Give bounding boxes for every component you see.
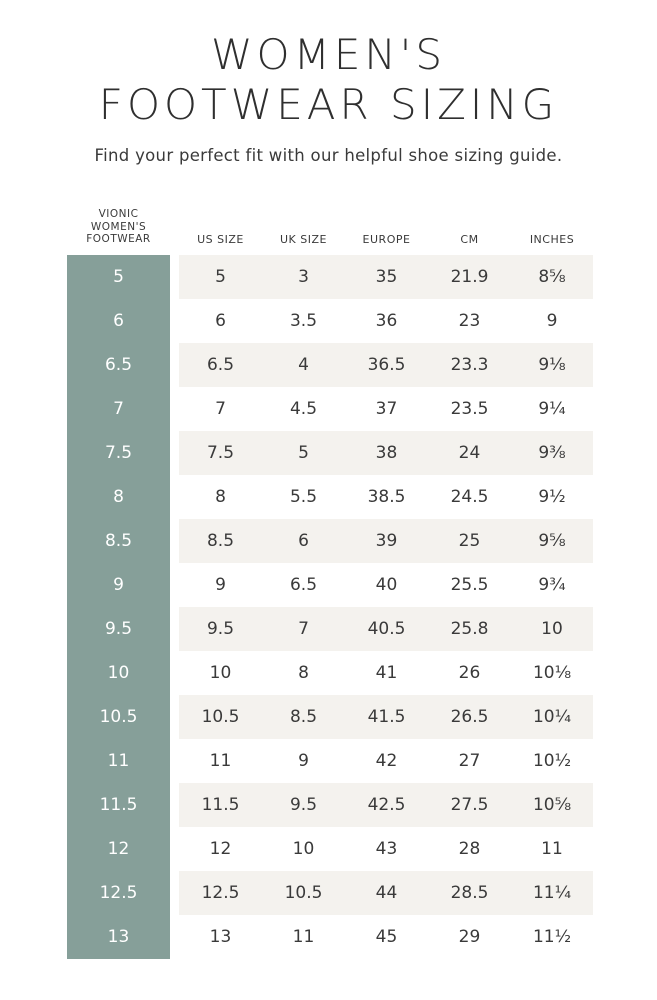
inches-cell: 9⅛ (538, 355, 566, 375)
cm-cell: 23.3 (450, 355, 489, 375)
uk-size-cell: 10.5 (284, 883, 323, 903)
cm-cell: 27.5 (450, 795, 489, 815)
europe-size-cell: 37 (375, 399, 398, 419)
table-row (179, 255, 593, 299)
vionic-size-cell: 12.5 (99, 883, 138, 903)
cm-cell: 28.5 (450, 883, 489, 903)
cm-cell: 28 (458, 839, 481, 859)
cm-cell: 25.8 (450, 619, 489, 639)
cm-cell: 27 (458, 751, 481, 771)
vionic-size-cell: 9 (113, 575, 124, 595)
inches-cell: 10½ (532, 751, 572, 771)
uk-size-cell: 4 (298, 355, 309, 375)
us-size-header: US SIZE (197, 233, 244, 246)
table-row (179, 475, 593, 519)
us-size-cell: 8.5 (206, 531, 235, 551)
vionic-size-column (67, 255, 170, 959)
inches-cell: 8⅝ (538, 267, 566, 287)
table-row (179, 915, 593, 959)
us-size-cell: 6.5 (206, 355, 235, 375)
uk-size-cell: 8.5 (289, 707, 318, 727)
table-row (179, 387, 593, 431)
vionic-size-cell: 12 (107, 839, 130, 859)
vionic-size-cell: 8 (113, 487, 124, 507)
us-size-cell: 11 (209, 751, 232, 771)
cm-cell: 25.5 (450, 575, 489, 595)
europe-size-cell: 43 (375, 839, 398, 859)
europe-size-cell: 40.5 (367, 619, 406, 639)
vionic-size-cell: 6.5 (104, 355, 133, 375)
europe-size-cell: 41.5 (367, 707, 406, 727)
europe-header: EUROPE (362, 233, 411, 246)
vionic-size-cell: 6 (113, 311, 124, 331)
europe-size-cell: 41 (375, 663, 398, 683)
vionic-header-line-1: VIONIC (98, 208, 139, 220)
inches-cell: 10 (541, 619, 563, 639)
table-row (179, 827, 593, 871)
page-title-line-1: WOMEN'S (211, 30, 446, 79)
table-row (179, 519, 593, 563)
cm-cell: 21.9 (450, 267, 489, 287)
uk-size-cell: 5.5 (289, 487, 318, 507)
inches-cell: 9⅜ (538, 443, 566, 463)
table-row (179, 299, 593, 343)
cm-cell: 26.5 (450, 707, 489, 727)
europe-size-cell: 36 (375, 311, 398, 331)
cm-cell: 23.5 (450, 399, 489, 419)
vionic-header-line-2: WOMEN'S (90, 220, 147, 233)
inches-cell: 9 (546, 311, 558, 331)
cm-cell: 24 (458, 443, 481, 463)
inches-cell: 9¼ (538, 399, 566, 419)
vionic-size-cell: 11.5 (99, 795, 138, 815)
inches-cell: 9¾ (538, 575, 566, 595)
table-row (179, 343, 593, 387)
europe-size-cell: 39 (375, 531, 398, 551)
page-title-line-2: FOOTWEAR SIZING (98, 80, 559, 129)
us-size-cell: 10.5 (201, 707, 240, 727)
uk-size-cell: 3.5 (289, 311, 318, 331)
inches-cell: 10¼ (532, 707, 572, 727)
vionic-size-cell: 7 (113, 399, 124, 419)
us-size-cell: 5 (215, 267, 226, 287)
us-size-cell: 7 (215, 399, 226, 419)
vionic-header-line-3: FOOTWEAR (86, 233, 151, 245)
europe-size-cell: 38.5 (367, 487, 406, 507)
europe-size-cell: 35 (375, 267, 398, 287)
table-row (179, 431, 593, 475)
uk-size-cell: 11 (292, 927, 315, 947)
inches-cell: 11½ (532, 927, 572, 947)
uk-size-cell: 3 (298, 267, 309, 287)
vionic-size-cell: 8.5 (104, 531, 133, 551)
us-size-cell: 8 (215, 487, 226, 507)
table-row (179, 695, 593, 739)
europe-size-cell: 36.5 (367, 355, 406, 375)
cm-cell: 26 (458, 663, 481, 683)
us-size-cell: 9 (215, 575, 226, 595)
cm-cell: 29 (458, 927, 481, 947)
us-size-cell: 11.5 (201, 795, 240, 815)
inches-header: INCHES (529, 233, 575, 246)
table-row (179, 563, 593, 607)
europe-size-cell: 42 (375, 751, 398, 771)
cm-cell: 25 (458, 531, 481, 551)
us-size-cell: 6 (215, 311, 226, 331)
europe-size-cell: 42.5 (367, 795, 406, 815)
cm-cell: 23 (458, 311, 481, 331)
inches-cell: 10⅛ (532, 663, 572, 683)
table-row (179, 607, 593, 651)
cm-cell: 24.5 (450, 487, 489, 507)
cm-header: CM (460, 233, 479, 246)
us-size-cell: 13 (209, 927, 232, 947)
vionic-size-cell: 13 (107, 927, 130, 947)
vionic-size-cell: 10 (107, 663, 130, 683)
uk-size-cell: 5 (298, 443, 309, 463)
vionic-size-cell: 9.5 (104, 619, 133, 639)
uk-size-cell: 9 (298, 751, 309, 771)
us-size-cell: 9.5 (206, 619, 235, 639)
us-size-cell: 10 (209, 663, 232, 683)
inches-cell: 9⅝ (538, 531, 566, 551)
table-row (179, 651, 593, 695)
us-size-cell: 12.5 (201, 883, 240, 903)
vionic-column-header (67, 208, 170, 246)
uk-size-cell: 4.5 (289, 399, 318, 419)
inches-cell: 11 (541, 839, 563, 859)
us-size-cell: 7.5 (206, 443, 235, 463)
europe-size-cell: 38 (375, 443, 398, 463)
uk-size-header: UK SIZE (280, 233, 327, 246)
uk-size-cell: 7 (298, 619, 309, 639)
us-size-cell: 12 (209, 839, 232, 859)
uk-size-cell: 6 (298, 531, 309, 551)
europe-size-cell: 44 (375, 883, 398, 903)
table-row (179, 739, 593, 783)
inches-cell: 9½ (538, 487, 566, 507)
table-row (179, 871, 593, 915)
inches-cell: 11¼ (532, 883, 572, 903)
europe-size-cell: 45 (375, 927, 398, 947)
page-subtitle: Find your perfect fit with our helpful shoe sizing guide. (94, 146, 563, 165)
table-row (179, 783, 593, 827)
inches-cell: 10⅝ (532, 795, 572, 815)
vionic-size-cell: 5 (113, 267, 124, 287)
vionic-size-cell: 7.5 (104, 443, 133, 463)
europe-size-cell: 40 (375, 575, 398, 595)
uk-size-cell: 8 (298, 663, 309, 683)
uk-size-cell: 10 (292, 839, 315, 859)
uk-size-cell: 9.5 (289, 795, 318, 815)
vionic-size-cell: 11 (107, 751, 130, 771)
uk-size-cell: 6.5 (289, 575, 318, 595)
vionic-size-cell: 10.5 (99, 707, 138, 727)
